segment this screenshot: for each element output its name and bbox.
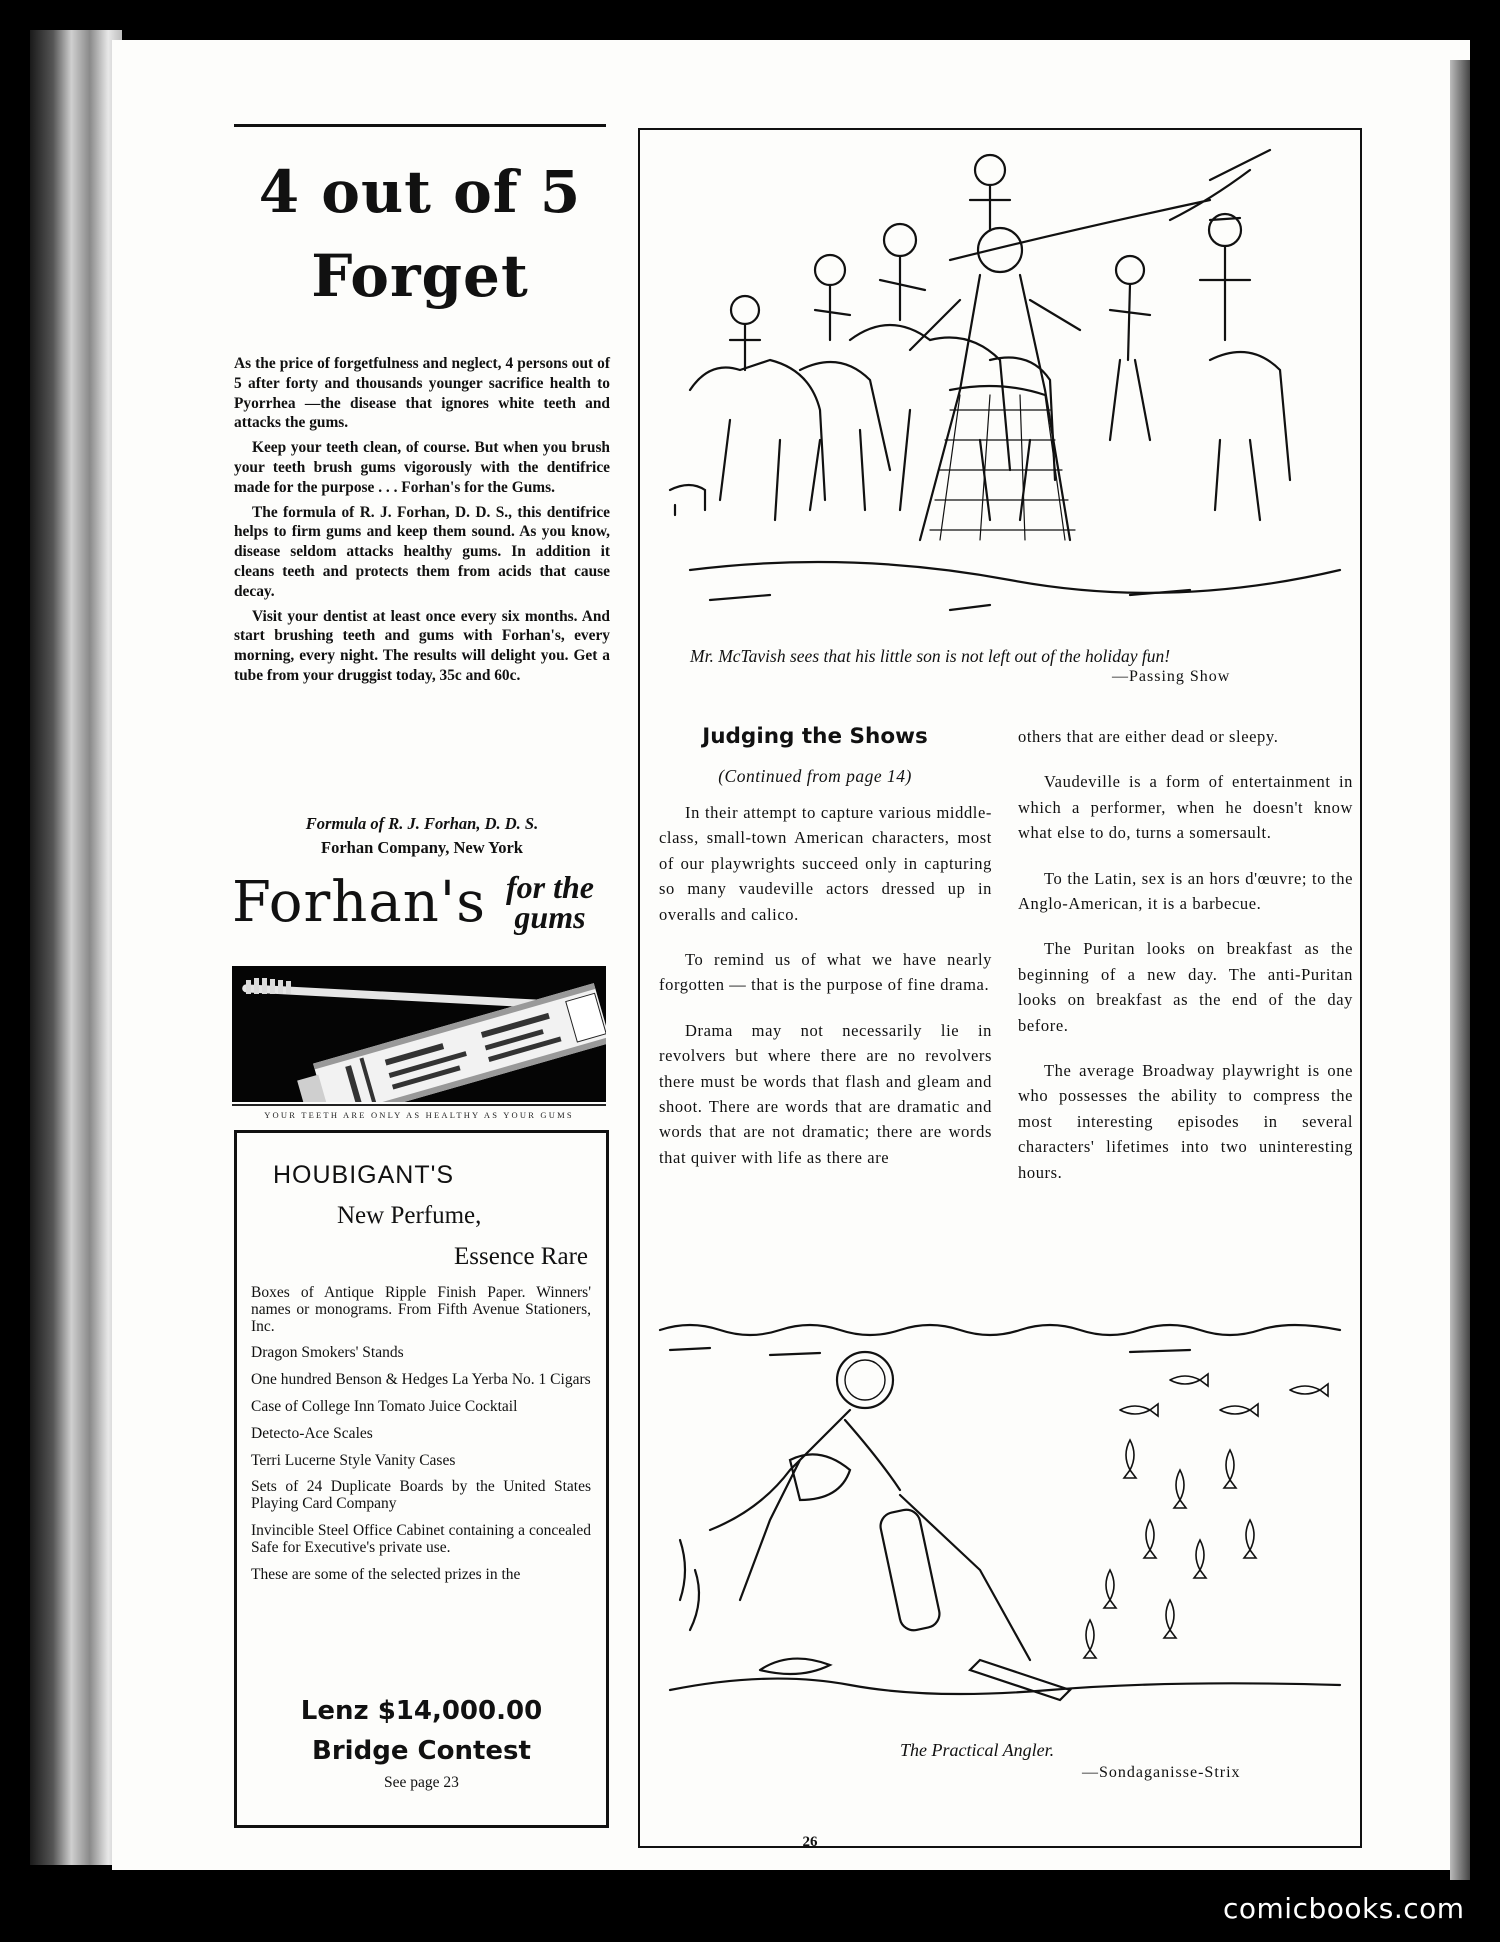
houbigant-subtitle-1: New Perfume, xyxy=(337,1202,482,1229)
page-edge xyxy=(1450,60,1470,1880)
toothpaste-product-image xyxy=(232,966,606,1102)
prize-item: Detecto-Ace Scales xyxy=(251,1424,373,1442)
headline-line-2: Forget xyxy=(311,242,529,310)
houbigant-title: HOUBIGANT'S xyxy=(273,1161,455,1189)
article-paragraph: The Puritan looks on breakfast as the beginning of a new day. The anti-Puritan looks on breakfast as the end of the day before. xyxy=(1018,939,1353,1035)
prize-item: One hundred Benson & Hedges La Yerba No. 1 Cigars xyxy=(251,1371,591,1389)
article-paragraph: To remind us of what we have nearly forgotten — that is the purpose of fine drama. xyxy=(659,950,992,995)
prize-list xyxy=(251,1285,591,1593)
houbigant-prize-box xyxy=(234,1130,609,1828)
prize-item: Dragon Smokers' Stands xyxy=(251,1344,404,1362)
practical-angler-cartoon xyxy=(650,1270,1350,1730)
donkey-ride-cartoon xyxy=(650,140,1350,630)
forhan-tagline: YOUR TEETH ARE ONLY AS HEALTHY AS YOUR GUMS xyxy=(264,1110,574,1120)
cartoon-credit-top: —Passing Show xyxy=(1112,668,1231,685)
houbigant-subtitle-2: Essence Rare xyxy=(454,1243,588,1270)
tagline-rule xyxy=(232,1104,606,1106)
brand-tagline: for the gums xyxy=(506,869,594,935)
article-column-1 xyxy=(659,800,992,1190)
prize-item: Sets of 24 Duplicate Boards by the United States Playing Card Company xyxy=(251,1478,591,1513)
article-paragraph: To the Latin, sex is an hors d'œuvre; to the Anglo-American, it is a barbecue. xyxy=(1018,868,1353,914)
prize-item: These are some of the selected prizes in the xyxy=(251,1565,521,1583)
ad-top-rule xyxy=(234,124,606,127)
article-paragraph: The average Broadway playwright is one who possesses the ability to compress the most interesting episodes in several characters' lifetimes into two uninteresting hours. xyxy=(1018,1061,1353,1182)
article-paragraph: In their attempt to capture various middle-class, small-town American characters, most of our playwrights succeed only in capturing so many vaudeville actors dressed up in overalls and calico. xyxy=(659,803,992,924)
toothbrush-tube-illustration xyxy=(232,966,606,1102)
brand-name: Forhan's xyxy=(232,870,486,935)
site-watermark: comicbooks.com xyxy=(1223,1892,1465,1925)
donkey-ride-illustration xyxy=(650,140,1350,630)
forhan-paragraph: Visit your dentist at least once every six months. And start brushing teeth and gums with Forhan's, every morning, every night. The results will delight you. Get a tube from your druggist today, 35c and 60c. xyxy=(234,607,610,684)
article-continued: (Continued from page 14) xyxy=(718,766,912,786)
headline-line-1: 4 out of 5 xyxy=(258,158,582,226)
forhan-paragraph: Keep your teeth clean, of course. But when you brush your teeth brush gums vigorously with the dentifrice made for the purpose . . . Forhan's for the Gums. xyxy=(234,439,610,496)
forhan-headline xyxy=(234,150,606,318)
article-paragraph: Vaudeville is a form of entertainment in which a performer, when he doesn't know what else to do, turns a somersault. xyxy=(1018,772,1353,843)
book-binding xyxy=(30,30,122,1865)
cartoon-caption-top: Mr. McTavish sees that his little son is not left out of the holiday fun! xyxy=(690,646,1171,666)
prize-item: Boxes of Antique Ripple Finish Paper. Winners' names or monograms. From Fifth Avenue Stationers, Inc. xyxy=(251,1284,591,1335)
prize-item: Case of College Inn Tomato Juice Cocktail xyxy=(251,1397,518,1415)
forhan-paragraph: As the price of forgetfulness and neglect, 4 persons out of 5 after forty and thousands younger sacrifice health to Pyorrhea —the disease that ignores white teeth and attacks the gums. xyxy=(234,355,610,432)
article-paragraph: others that are either dead or sleepy. xyxy=(1018,727,1279,746)
article-title: Judging the Shows xyxy=(702,724,928,749)
see-page-reference: See page 23 xyxy=(384,1774,459,1791)
contest-line-1: Lenz $14,000.00 xyxy=(300,1696,543,1726)
company-line: Forhan Company, New York xyxy=(321,838,523,857)
page-number: 26 xyxy=(802,1834,818,1850)
cartoon-credit-bottom: —Sondaganisse-Strix xyxy=(1082,1764,1241,1781)
formula-line: Formula of R. J. Forhan, D. D. S. xyxy=(305,814,539,833)
article-paragraph: Drama may not necessarily lie in revolvers but where there are no revolvers there must be words that flash and gleam and shoot. There are words that are dramatic and words that are not dramatic; there are words that quiver with life as there are xyxy=(659,1020,992,1167)
forhan-paragraph: The formula of R. J. Forhan, D. D. S., this dentifrice helps to firm gums and keep them sound. As you know, disease seldom attacks healthy gums. In addition it cleans teeth and protects them from acids that cause decay. xyxy=(234,503,610,600)
article-column-2 xyxy=(1018,724,1353,1205)
contest-heading xyxy=(237,1691,606,1771)
prize-item: Invincible Steel Office Cabinet containing a concealed Safe for Executive's private use. xyxy=(251,1521,591,1556)
contest-line-2: Bridge Contest xyxy=(312,1736,531,1766)
underwater-vacuum-illustration xyxy=(650,1270,1350,1730)
prize-item: Terri Lucerne Style Vanity Cases xyxy=(251,1451,456,1469)
forhan-brand xyxy=(232,868,612,968)
forhan-body-copy xyxy=(234,354,610,691)
cartoon-caption-bottom: The Practical Angler. xyxy=(900,1740,1055,1760)
forhan-formula-credit xyxy=(234,812,610,860)
